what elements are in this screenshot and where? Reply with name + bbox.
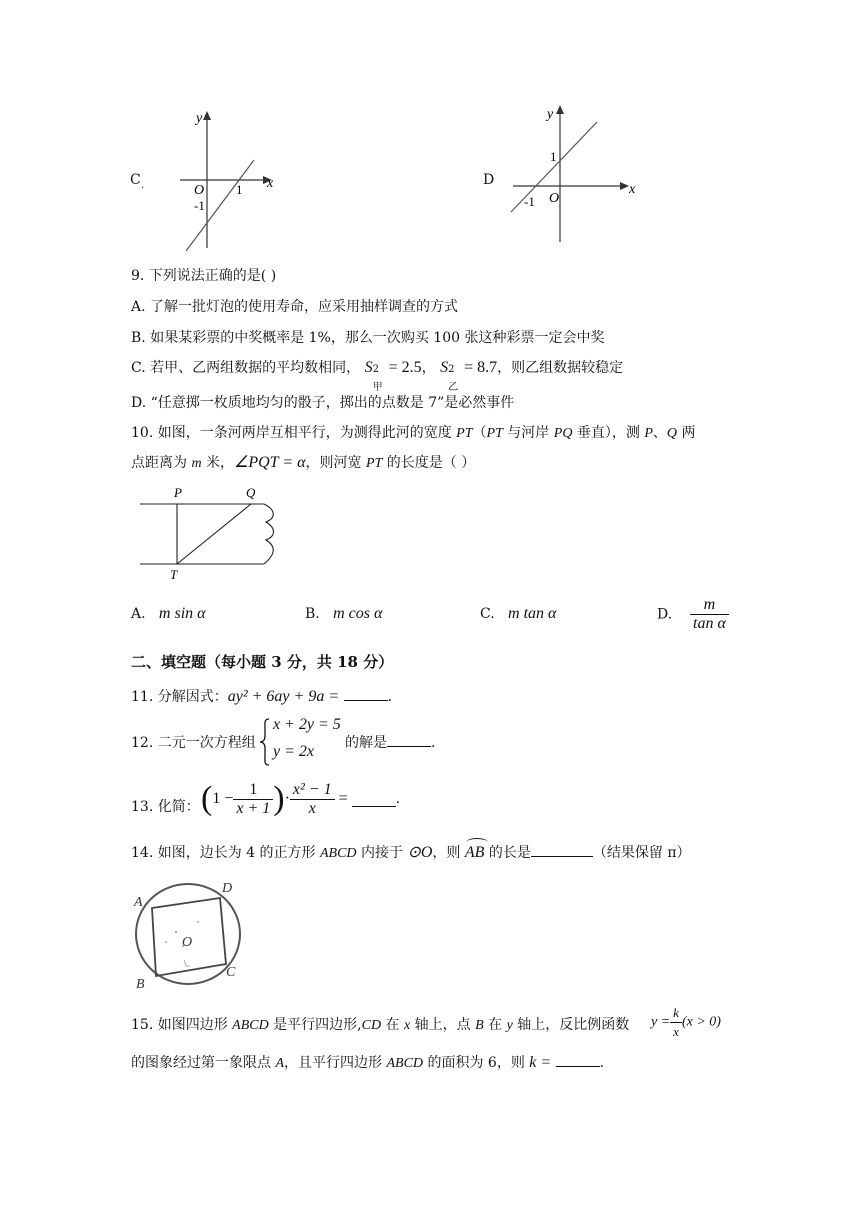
x-axis-label: x xyxy=(629,182,636,197)
graph-d xyxy=(505,102,645,247)
q15-function: y = $\frac{k}{x}$ (x > 0) xyxy=(651,1005,721,1039)
q9-option-a: A. 了解一批灯泡的使用寿命，应采用抽样调查的方式 xyxy=(131,299,459,315)
q15-line1: 15. 如图四边形 ABCD 是平行四边形,CD 在 x 轴上，点 B 在 y 轴上，反比例函数 xyxy=(131,1017,630,1033)
y-axis-label: y xyxy=(196,111,203,126)
tick-y: -1 xyxy=(194,198,205,213)
center-o: O xyxy=(182,935,193,950)
q9-c-suffix: ，则乙组数据较稳定 xyxy=(497,360,624,376)
q10-option-c: C. m tan α xyxy=(480,605,557,622)
origin-label: O xyxy=(194,183,205,198)
q14: 14. 如图，边长为 4 的正方形 ABCD 内接于 ⊙O，则 AB 的长是 （结果保留 π） xyxy=(131,842,691,862)
q12-suffix: 的解是 . xyxy=(345,732,435,752)
point-p: P xyxy=(174,485,182,500)
section-heading: 二、填空题（每小题 3 分，共 18 分） xyxy=(131,653,394,671)
origin-label: O xyxy=(549,191,560,206)
q12-eq2: y = 2x xyxy=(273,743,314,760)
q15-line2: 的图象经过第一象限点 A，且平行四边形 ABCD 的面积为 6，则 k = . xyxy=(131,1054,605,1071)
s2-value: 8.7 xyxy=(477,359,498,376)
s2-subscript: 乙 xyxy=(448,382,459,393)
q10-line2: 点距离为 m 米，∠PQT = α，则河宽 PT 的长度是（ ） xyxy=(131,454,476,471)
answer-blank[interactable] xyxy=(531,842,593,857)
brace-icon xyxy=(259,717,271,767)
answer-blank[interactable] xyxy=(387,732,431,747)
q13-expr: (1 − $\frac{1}{x + 1}$ )· $\frac{\text{x² − 1}}{x}$ = . xyxy=(201,780,401,817)
x-axis-label: x xyxy=(267,176,274,191)
q13-prefix: 13. 化简： xyxy=(131,799,200,815)
q9-c-prefix: C. 若甲、乙两组数据的平均数相同， xyxy=(131,360,361,376)
q9-option-c: C. 若甲、乙两组数据的平均数相同， S 2 甲 = 2.5， S 2 乙 = 8.7，则乙组数据较稳定 xyxy=(131,359,624,393)
q10-option-a: A. m sin α xyxy=(131,605,206,622)
circle-square-figure xyxy=(128,872,248,994)
point-t: T xyxy=(170,567,178,582)
answer-blank[interactable] xyxy=(352,792,396,807)
vertex-a: A xyxy=(134,895,143,910)
circle-o: ⊙O xyxy=(407,844,433,861)
vertex-b: B xyxy=(136,977,145,992)
option-d-label: D xyxy=(483,172,495,188)
q10-line1: 10. 如图，一条河两岸互相平行，为测得此河的宽度 PT（PT 与河岸 PQ 垂直），测 P、Q 两 xyxy=(131,425,696,441)
angle-expr: ∠PQT = α xyxy=(234,454,306,471)
q9-option-b: B. 如果某彩票的中奖概率是 1%，那么一次购买 100 张这种彩票一定会中奖 xyxy=(131,330,605,346)
q12-eq1: x + 2y = 5 xyxy=(273,716,341,733)
q9-option-d: D. “任意掷一枚质地均匀的骰子，掷出的点数是 7”是必然事件 xyxy=(131,395,515,411)
river-figure xyxy=(136,482,281,582)
q11: 11. 分解因式：ay² + 6ay + 9a = . xyxy=(131,688,393,705)
q12-prefix: 12. 二元一次方程组 xyxy=(131,735,256,751)
answer-blank[interactable] xyxy=(344,686,388,701)
y-axis-label: y xyxy=(547,107,554,122)
q11-expr: ay² + 6ay + 9a = xyxy=(227,688,340,705)
graph-c xyxy=(160,108,285,253)
s1-subscript: 甲 xyxy=(372,382,383,393)
arc-ab: AB xyxy=(464,844,485,861)
dot-mark: . xyxy=(141,180,145,191)
tick-y: 1 xyxy=(550,149,557,164)
tick-x: -1 xyxy=(524,194,535,209)
q10-option-b: B. m cos α xyxy=(305,605,383,622)
s1-value: 2.5 xyxy=(401,359,422,376)
tick-x: 1 xyxy=(236,182,243,197)
point-q: Q xyxy=(246,485,256,500)
q9-stem: 9. 下列说法正确的是( ) xyxy=(131,268,277,284)
option-c-label: C xyxy=(130,172,141,188)
answer-blank[interactable] xyxy=(556,1052,600,1067)
vertex-c: C xyxy=(226,965,236,980)
q10-option-d: D. $\frac{m}{\text{tan α}}$ xyxy=(657,596,729,633)
vertex-d: D xyxy=(222,881,233,896)
